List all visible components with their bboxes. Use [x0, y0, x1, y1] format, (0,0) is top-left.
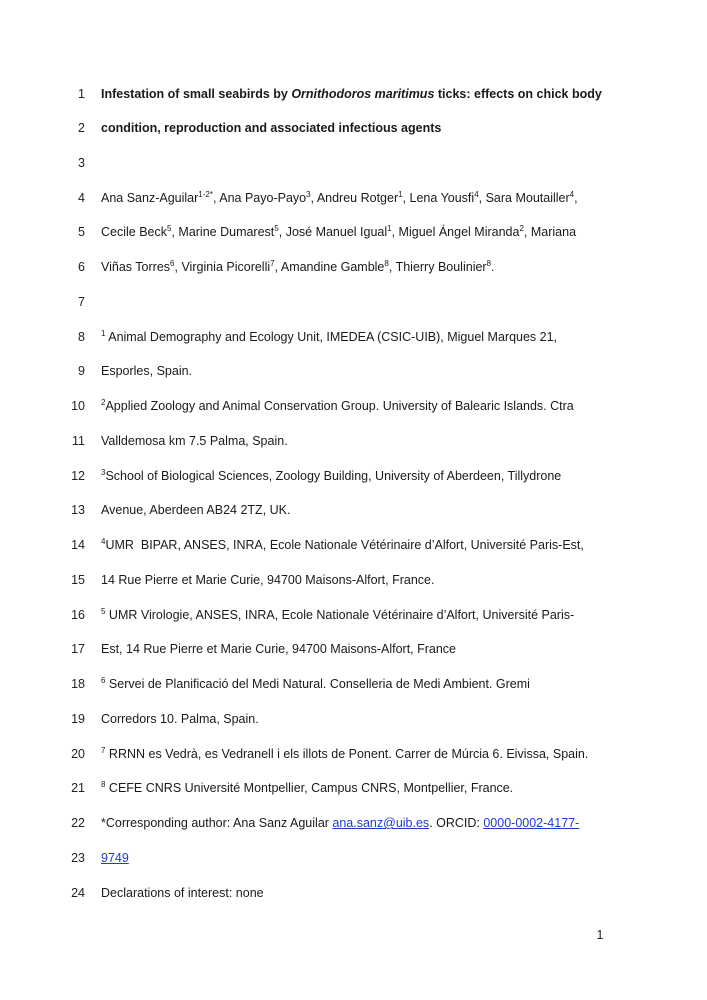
affiliation-mark: 3: [101, 467, 106, 477]
title-line-2: condition, reproduction and associated infectious agents: [101, 121, 442, 135]
line-number: 7: [78, 295, 85, 309]
affiliation-2: [101, 399, 574, 413]
affiliation-text: School of Biological Sciences, Zoology Building, University of Aberdeen, Tillydrone: [105, 469, 562, 483]
affiliation-3: [101, 469, 561, 483]
manuscript-line: [0, 186, 707, 210]
author-list-line-2: Cecile Beck$^5$, Marine Dumarest$^5$, José Manuel Igual$^1$, Miguel Ángel Miranda$^2$, Mariana: [101, 223, 577, 239]
manuscript-line: [0, 603, 707, 627]
line-number: 23: [71, 851, 85, 865]
line-number: 20: [71, 747, 85, 761]
author-name: Andreu Rotger: [316, 191, 399, 205]
affiliation-mark: 1: [101, 328, 106, 338]
affiliation-text: RRNN es Vedrà, es Vedranell i els illots de Ponent. Carrer de Múrcia 6. Eivissa, Spain.: [105, 747, 589, 761]
author-name: Virginia Picorelli: [181, 260, 271, 274]
affiliation-1: [101, 330, 557, 344]
line-number: 13: [71, 503, 85, 517]
line-number: 12: [71, 469, 85, 483]
author-affiliation-mark: 4: [474, 189, 479, 199]
author-name: Ana Payo-Payo: [219, 191, 307, 205]
affiliation-3-continued: Avenue, Aberdeen AB24 2TZ, UK.: [101, 503, 291, 517]
manuscript-line: [0, 116, 707, 140]
orcid-link[interactable]: 0000-0002-4177-: [483, 816, 580, 830]
affiliation-mark: 7: [101, 745, 106, 755]
line-number: 17: [71, 642, 85, 656]
line-number: 6: [78, 260, 85, 274]
line-number: 22: [71, 816, 85, 830]
author-name: Amandine Gamble: [280, 260, 385, 274]
manuscript-line: [0, 568, 707, 592]
manuscript-line: [0, 151, 707, 175]
manuscript-line: [0, 846, 707, 870]
manuscript-line: [0, 672, 707, 696]
affiliation-text: UMR Virologie, ANSES, INRA, Ecole Nationale Vétérinaire d’Alfort, Université Paris-: [105, 608, 575, 622]
affiliation-6-continued: Corredors 10. Palma, Spain.: [101, 712, 259, 726]
manuscript-line: [0, 290, 707, 314]
manuscript-line: [0, 464, 707, 488]
title-part-1: Infestation of small seabirds by: [101, 87, 292, 101]
affiliation-text: Animal Demography and Ecology Unit, IMEDEA (CSIC-UIB), Miguel Marques 21,: [105, 330, 558, 344]
email-link[interactable]: ana.sanz@uib.es: [332, 816, 430, 830]
manuscript-line: [0, 498, 707, 522]
affiliation-6: [101, 677, 530, 691]
orcid-label: . ORCID:: [429, 816, 484, 830]
author-affiliation-mark: 8: [384, 258, 389, 268]
author-affiliation-mark: 8: [486, 258, 492, 268]
line-number: 11: [72, 434, 85, 448]
affiliation-4: [101, 538, 584, 552]
manuscript-line: [0, 325, 707, 349]
orcid-link-continued[interactable]: 9749: [101, 851, 129, 865]
author-affiliation-mark: 7: [270, 258, 275, 268]
author-affiliation-mark: 1: [387, 223, 392, 233]
affiliation-8: [101, 781, 513, 795]
manuscript-line: [0, 811, 707, 835]
line-number: 21: [71, 781, 85, 795]
affiliation-text: UMR BIPAR, ANSES, INRA, Ecole Nationale Vétérinaire d’Alfort, Université Paris-Est,: [105, 538, 584, 552]
author-name: Viñas Torres: [101, 260, 171, 274]
author-affiliation-mark: 3: [306, 189, 311, 199]
title-species: Ornithodoros maritimus: [291, 87, 435, 101]
title-line-1: [101, 87, 602, 101]
affiliation-2-continued: Valldemosa km 7.5 Palma, Spain.: [101, 434, 288, 448]
manuscript-line: [0, 533, 707, 557]
author-name: Sara Moutailler: [485, 191, 570, 205]
author-affiliation-mark: 5: [274, 223, 279, 233]
corresponding-author: [101, 816, 579, 830]
line-number: 4: [78, 191, 85, 205]
author-name: Marine Dumarest: [178, 225, 275, 239]
line-number: 9: [78, 364, 85, 378]
affiliation-mark: 2: [101, 397, 106, 407]
manuscript-line: [0, 220, 707, 244]
line-number: 16: [71, 608, 85, 622]
line-number: 19: [71, 712, 85, 726]
author-name: Lena Yousfi: [409, 191, 475, 205]
author-name: Cecile Beck: [101, 225, 167, 239]
affiliation-text: CEFE CNRS Université Montpellier, Campus CNRS, Montpellier, France.: [105, 781, 514, 795]
author-affiliation-mark: 1-2*: [198, 189, 213, 199]
author-affiliation-mark: 2: [519, 223, 524, 233]
author-list-line-1: Ana Sanz-Aguilar$^{1-2*}$, Ana Payo-Payo$^3$, Andreu Rotger$^1$, Lena Yousfi$^4$, Sara Moutailler$^4$,: [101, 189, 578, 205]
affiliation-text: Applied Zoology and Animal Conservation Group. University of Balearic Islands. Ctra: [105, 399, 574, 413]
author-name: Ana Sanz-Aguilar: [101, 191, 199, 205]
author-affiliation-mark: 1: [398, 189, 403, 199]
line-number: 15: [71, 573, 85, 587]
author-affiliation-mark: 5: [167, 223, 172, 233]
author-affiliation-mark: 6: [170, 258, 175, 268]
line-number: 8: [78, 330, 85, 344]
manuscript-line: [0, 255, 707, 279]
manuscript-line: [0, 637, 707, 661]
page-number: 1: [596, 928, 604, 942]
affiliation-5: [101, 608, 574, 622]
affiliation-7: [101, 747, 588, 761]
author-name: Thierry Boulinier: [395, 260, 487, 274]
manuscript-line: [0, 394, 707, 418]
line-number: 10: [71, 399, 85, 413]
affiliation-mark: 8: [101, 779, 106, 789]
line-number: 1: [78, 87, 85, 101]
affiliation-1-continued: Esporles, Spain.: [101, 364, 193, 378]
line-number: 3: [78, 156, 85, 170]
declarations: Declarations of interest: none: [101, 886, 264, 900]
affiliation-mark: 6: [101, 675, 106, 685]
corresponding-prefix: *Corresponding author: Ana Sanz Aguilar: [101, 816, 333, 830]
manuscript-line: [0, 429, 707, 453]
manuscript-line: [0, 776, 707, 800]
affiliation-5-continued: Est, 14 Rue Pierre et Marie Curie, 94700 Maisons-Alfort, France: [101, 642, 457, 656]
line-number: 5: [78, 225, 85, 239]
affiliation-4-continued: 14 Rue Pierre et Marie Curie, 94700 Maisons-Alfort, France.: [101, 573, 435, 587]
line-number: 14: [71, 538, 85, 552]
affiliation-text: Servei de Planificació del Medi Natural. Conselleria de Medi Ambient. Gremi: [105, 677, 530, 691]
manuscript-line: [0, 742, 707, 766]
author-name: Mariana: [530, 225, 577, 239]
manuscript-line: [0, 359, 707, 383]
title-part-2: ticks: effects on chick body: [434, 87, 602, 101]
manuscript-line: [0, 82, 707, 106]
author-name: José Manuel Igual: [285, 225, 388, 239]
orcid-continued: [101, 851, 129, 865]
author-list-line-3: Viñas Torres$^6$, Virginia Picorelli$^7$, Amandine Gamble$^8$, Thierry Boulinier$^8$.: [101, 258, 495, 274]
line-number: 18: [71, 677, 85, 691]
line-number: 2: [78, 121, 85, 135]
manuscript-line: [0, 881, 707, 905]
affiliation-mark: 4: [101, 536, 106, 546]
line-number: 24: [71, 886, 85, 900]
author-name: Miguel Ángel Miranda: [398, 225, 520, 239]
affiliation-mark: 5: [101, 606, 106, 616]
manuscript-line: [0, 707, 707, 731]
author-affiliation-mark: 4: [569, 189, 575, 199]
